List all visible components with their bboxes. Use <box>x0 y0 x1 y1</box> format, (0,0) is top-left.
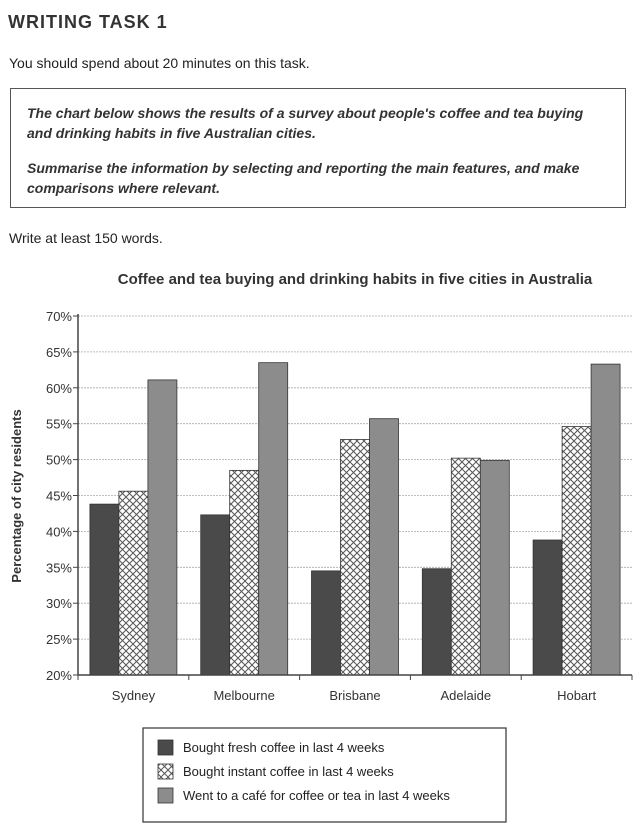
bar-cafe-adelaide <box>480 460 509 675</box>
x-tick-label: Sydney <box>111 688 156 703</box>
x-tick-label: Brisbane <box>329 688 381 703</box>
bar-fresh-brisbane <box>312 571 341 675</box>
bar-fresh-sydney <box>90 504 119 675</box>
y-tick-label: 55% <box>45 416 72 432</box>
y-tick-label: 50% <box>45 452 72 468</box>
y-axis-ticks <box>46 309 78 683</box>
legend <box>143 728 506 822</box>
y-tick-label: 35% <box>45 560 72 576</box>
bar-cafe-sydney <box>148 380 177 675</box>
task-prompt-instruction: Summarise the information by selecting and reporting the main features, and make comparisons where relevant. <box>27 160 580 196</box>
x-tick-label: Melbourne <box>213 688 275 703</box>
task-heading: WRITING TASK 1 <box>8 12 168 32</box>
legend-label: Went to a café for coffee or tea in last 4 weeks <box>183 788 450 803</box>
bar-cafe-hobart <box>591 364 620 675</box>
y-tick-label: 70% <box>45 309 72 324</box>
bar-instant-hobart <box>562 427 591 675</box>
legend-swatch <box>158 764 173 779</box>
x-tick-label: Hobart <box>557 688 597 703</box>
bar-instant-melbourne <box>230 470 259 675</box>
bars <box>90 363 620 675</box>
bar-fresh-hobart <box>533 540 562 675</box>
bar-cafe-brisbane <box>370 419 399 675</box>
time-instruction: You should spend about 20 minutes on this task. <box>9 55 310 71</box>
bar-fresh-melbourne <box>201 515 230 675</box>
legend-label: Bought fresh coffee in last 4 weeks <box>183 740 385 755</box>
task-prompt-description: The chart below shows the results of a survey about people's coffee and tea buying and drinking habits in five Australian cities. <box>27 105 584 141</box>
x-tick-label: Adelaide <box>440 688 492 703</box>
legend-label: Bought instant coffee in last 4 weeks <box>183 764 394 779</box>
y-tick-label: 40% <box>45 524 72 540</box>
y-axis-label: Percentage of city residents <box>9 409 24 583</box>
y-tick-label: 20% <box>45 668 72 683</box>
bar-cafe-melbourne <box>259 363 288 675</box>
y-tick-label: 45% <box>45 488 72 504</box>
y-tick-label: 30% <box>45 596 72 612</box>
chart-title: Coffee and tea buying and drinking habits in five cities in Australia <box>117 271 593 288</box>
bar-instant-sydney <box>119 491 148 675</box>
y-tick-label: 25% <box>45 632 72 648</box>
x-axis-ticks <box>78 675 632 703</box>
bar-instant-brisbane <box>341 439 370 675</box>
legend-swatch <box>158 740 173 755</box>
bar-fresh-adelaide <box>422 569 451 675</box>
y-tick-label: 65% <box>45 344 72 360</box>
legend-swatch <box>158 788 173 803</box>
bar-instant-adelaide <box>451 458 480 675</box>
y-tick-label: 60% <box>45 380 72 396</box>
word-count-instruction: Write at least 150 words. <box>9 230 163 246</box>
